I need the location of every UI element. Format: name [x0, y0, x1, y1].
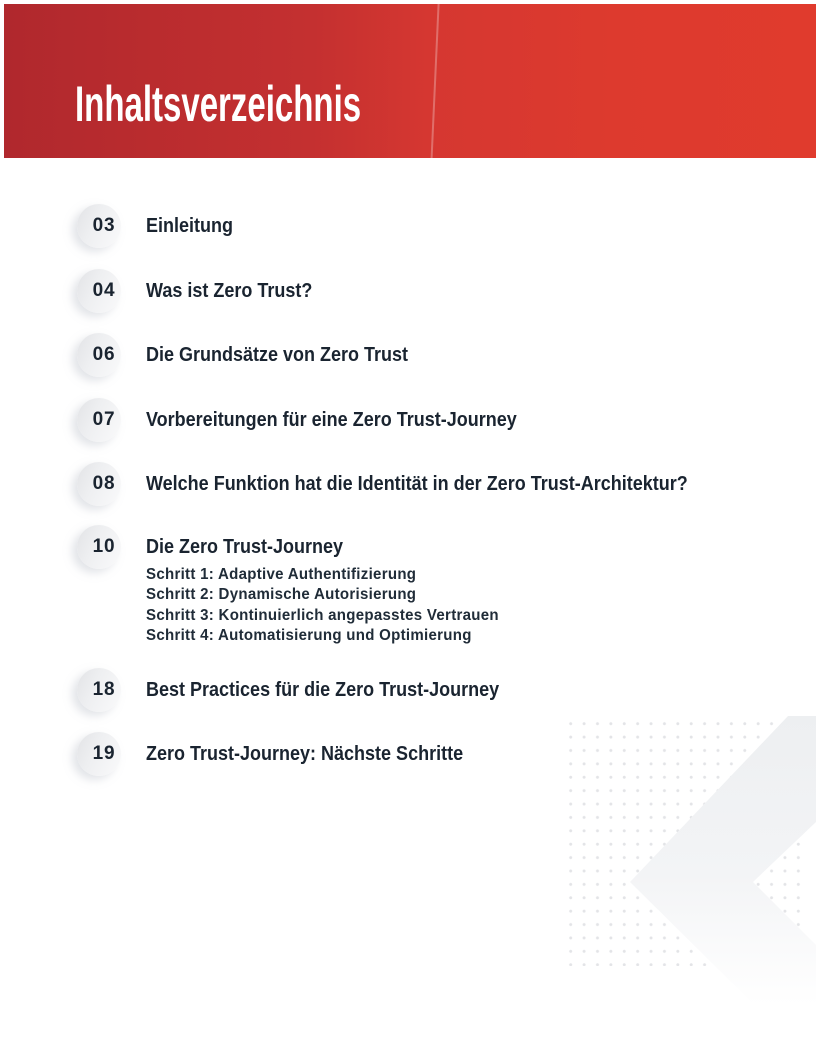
- header-banner: [4, 4, 816, 158]
- toc-item-grundsaetze[interactable]: [77, 333, 437, 377]
- toc-item-title: Zero Trust-Journey: Nächste Schritte: [146, 743, 464, 765]
- toc-item-was-ist-zero-trust[interactable]: [77, 269, 331, 313]
- page-number-badge: [77, 333, 121, 377]
- chevron-left-icon: [560, 690, 816, 1056]
- toc-item-title: Die Zero Trust-Journey: [146, 535, 344, 558]
- page-title: Inhaltsverzeichnis: [75, 76, 362, 132]
- page-number: 08: [92, 473, 116, 494]
- toc-item-title: Was ist Zero Trust?: [146, 280, 313, 302]
- page-number-badge: [77, 668, 121, 712]
- page-number: 03: [92, 215, 116, 236]
- page-number-badge: [77, 525, 121, 569]
- page-number: 04: [92, 280, 116, 301]
- toc-item-identitaet[interactable]: [77, 462, 748, 506]
- toc-item-zero-trust-journey[interactable]: [77, 525, 510, 646]
- toc-subitem: Schritt 4: Automatisierung und Optimierung: [146, 626, 472, 644]
- toc-subitem: Schritt 1: Adaptive Authentifizierung: [146, 566, 417, 583]
- banner-seam-line: [430, 0, 440, 168]
- toc-subitem: Schritt 3: Kontinuierlich angepasstes Vertrauen: [146, 606, 499, 624]
- toc-item-title: Best Practices für die Zero Trust-Journey: [146, 679, 500, 701]
- page-number-badge: [77, 398, 121, 442]
- page-number-badge: [77, 732, 121, 776]
- toc-item-title: Die Grundsätze von Zero Trust: [146, 344, 409, 366]
- toc-item-naechste-schritte[interactable]: [77, 732, 498, 776]
- toc-item-vorbereitungen[interactable]: [77, 398, 558, 442]
- page-number: 19: [92, 743, 116, 764]
- toc-subitem: Schritt 2: Dynamische Autorisierung: [146, 586, 417, 604]
- page-number: 18: [92, 679, 116, 700]
- toc-item-title: Einleitung: [146, 215, 234, 237]
- page-number: 06: [92, 344, 116, 365]
- page-number-badge: [77, 462, 121, 506]
- toc-item-title: Welche Funktion hat die Identität in der Zero Trust-Architektur?: [146, 473, 688, 495]
- toc-subitem-list: [146, 565, 510, 646]
- page-number-badge: [77, 204, 121, 248]
- toc-item-best-practices[interactable]: [77, 668, 538, 712]
- toc-item-einleitung[interactable]: [77, 204, 243, 248]
- page-number: 07: [92, 409, 116, 430]
- page-number: 10: [92, 536, 116, 557]
- toc-item-title: Vorbereitungen für eine Zero Trust-Journey: [146, 409, 517, 431]
- page-number-badge: [77, 269, 121, 313]
